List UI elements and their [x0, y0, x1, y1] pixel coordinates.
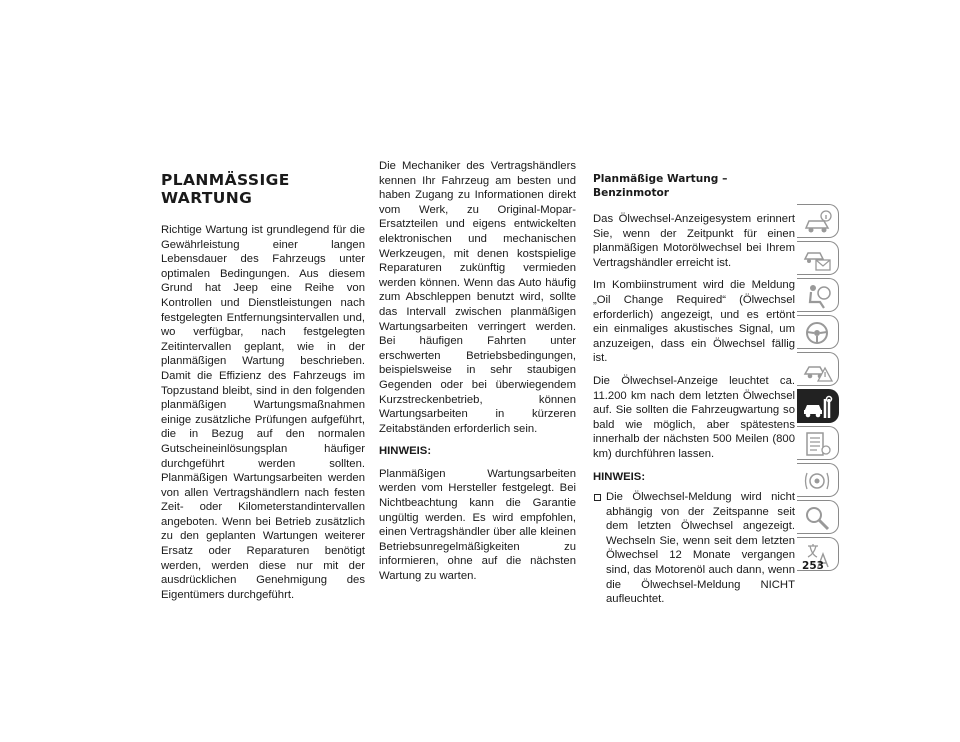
section-heading: PLANMÄSSIGE WARTUNG	[161, 171, 290, 207]
car-info-icon	[802, 208, 834, 236]
oil-indicator-paragraph: Das Ölwechsel-Anzeigesystem erinnert Sie, wenn der Zeitpunkt für einen planmäßigen Motorölwechsel bei Ihrem Vertragshändler erreicht ist.	[593, 213, 795, 269]
car-envelope-icon	[802, 245, 834, 273]
car-tools-icon	[802, 393, 834, 421]
right-column	[593, 159, 795, 607]
page-number: 253	[802, 560, 824, 572]
oil-message-paragraph: Im Kombiinstrument wird die Meldung „Oil Change Required“ (Ölwechsel erforderlich) angezeigt, und es ertönt ein einmaliges akustisches Signal, um anzuzeigen, dass ein Ölwechsel fällig ist.	[593, 279, 795, 365]
intro-paragraph: Richtige Wartung ist grundlegend für die Gewährleistung einer langen Lebensdauer des Fahrzeugs unter optimalen Bedingungen. Aus diesem Grund hat Jeep eine Reihe von Kontrollen und Dienstleistungen nach festgelegten Entfernungsintervallen und, wo verfügbar, nach festgelegten Zeitintervallen geplant, wie in der planmäßigen Wartung beschrieben. Damit die Effizienz des Fahrzeugs im Topzustand bleibt, sind in den folgenden planmäßigen Wartungsmaßnahmen einige zusätzliche Prüfungen aufgeführt, die in Bezug auf den normalen Gutscheineinlösungsplan häufiger durchgeführt werden sollten. Planmäßigen Wartungsarbeiten werden von allen Vertragshändlern nach festen Zeit- oder Kilometerstandintervallen angeboten. Wenn bei Betrieb zusätzlich zu den geplanten Wartungen weiterer Ersatz oder Reparaturen benötigt werden, werden diese nur mit der ausdrücklichen Genehmigung des Eigentümers durchgeführt.	[161, 224, 365, 601]
left-column	[161, 159, 365, 610]
airbag-seat-icon	[802, 282, 834, 310]
tab-car-envelope[interactable]	[797, 241, 839, 275]
subsection-heading: Planmäßige Wartung – Benzinmotor	[593, 173, 728, 199]
tab-airbag[interactable]	[797, 278, 839, 312]
car-warning-icon	[802, 356, 834, 384]
square-bullet-icon	[594, 494, 601, 501]
tab-car-warning[interactable]	[797, 352, 839, 386]
tab-steering[interactable]	[797, 315, 839, 349]
note-bullet-text: Die Ölwechsel-Meldung wird nicht abhängig von der Zeitspanne seit dem letzten Ölwechsel angezeigt. Wechseln Sie, wenn seit dem letzten Ölwechsel 12 Monate vergangen sind, das Motorenöl auch dann, wenn die Ölwechsel-Meldung NICHT aufleuchtet.	[606, 491, 795, 606]
tab-index[interactable]	[797, 500, 839, 534]
tab-radio[interactable]	[797, 463, 839, 497]
note-bullet	[593, 490, 795, 607]
radio-icon	[802, 467, 834, 495]
mechanics-paragraph: Die Mechaniker des Vertragshändlers kennen Ihr Fahrzeug am besten und haben Zugang zu Informationen direkt vom Werk, zu Original-Mopar-Ersatzteilen und eigens entwickelten elektronischen und mechanischen Werkzeugen, mit denen kostspielige Reparaturen zukünftig vermieden werden können. Wenn das Auto häufig zum Abschleppen benutzt wird, sollte das Intervall zwischen planmäßigen Wartungsarbeiten verringert werden. Bei häufigen Fahrten unter erschwerten Betriebsbedingungen, beispielsweise in sehr staubigen Gegenden oder bei überwiegendem Kurzstreckenbetrieb, können Wartungsarbeiten in kürzeren Zeitabständen erforderlich sein.	[379, 160, 576, 435]
note-title: HINWEIS:	[379, 445, 432, 458]
chapter-tabs	[797, 204, 841, 574]
specs-list-icon	[802, 430, 834, 458]
magnifier-icon	[802, 504, 834, 532]
note-text: Planmäßigen Wartungsarbeiten werden vom Hersteller festgelegt. Bei Nichtbeachtung kann die Garantie ungültig werden. Es wird empfohlen, einen Vertragshändler über alle kleinen Betriebsunregelmäßigkeiten zu informieren, ohne auf die nächsten Wartung zu warten.	[379, 467, 576, 583]
oil-interval-paragraph: Die Ölwechsel-Anzeige leuchtet ca. 11.200 km nach dem letzten Ölwechsel auf. Sie sollten die Fahrzeugwartung so bald wie möglich, aber spätestens innerhalb der nächsten 500 Meilen (800 km) durchführen lassen.	[593, 374, 795, 460]
middle-column	[379, 159, 576, 592]
tab-maintenance[interactable]	[797, 389, 839, 423]
tab-specs[interactable]	[797, 426, 839, 460]
tab-car-info[interactable]	[797, 204, 839, 238]
steering-wheel-icon	[802, 319, 834, 347]
note-title: HINWEIS:	[593, 470, 646, 483]
